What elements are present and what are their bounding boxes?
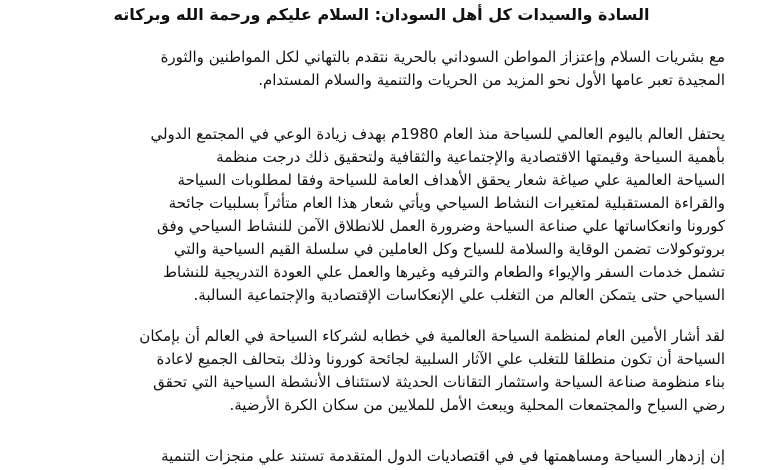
paragraph-line: السياحة أن تكون منطلقا للتغلب علي الآثار السلبية لجائحة كورونا وذلك بتحالف الجميع لاعادة xyxy=(156,350,725,368)
paragraph-world-tourism-day xyxy=(35,123,725,307)
paragraph-line: تشمل خدمات السفر والإيواء والطعام والترفيه وغيرها والعمل علي العودة التدريجية للنشاط xyxy=(163,263,725,281)
paragraph-tourism-prosperity xyxy=(35,445,725,468)
paragraph-line: السياحة العالمية علي صياغة شعار يحقق الأهداف العامة للسياحة وفقا لمطلوبات السياحة xyxy=(177,171,725,189)
paragraph-line: بروتوكولات تضمن الوقاية والسلامة للسياح وكل العاملين في سلسلة القيم السياحية والتي xyxy=(173,240,725,258)
paragraph-greeting xyxy=(35,46,725,92)
paragraph-line: والقراءة المستقبلية لمتغيرات النشاط السياحي ويأتي شعار هذا العام متأثراً بسلبيات جائحة xyxy=(168,194,725,212)
paragraph-line: مع بشريات السلام وإعتزاز المواطن السوداني بالحرية نتقدم بالتهاني لكل المواطنين والثورة xyxy=(160,48,725,66)
paragraph-line: لقد أشار الأمين العام لمنظمة السياحة العالمية في خطابه لشركاء السياحة في العالم أن بإمكان xyxy=(139,327,725,345)
paragraph-line: بأهمية السياحة وقيمتها الاقتصادية والإجتماعية والثقافية ولتحقيق ذلك درجت منظمة xyxy=(216,148,725,166)
paragraph-line: المجيدة تعبر عامها الأول نحو المزيد من الحريات والتنمية والسلام المستدام. xyxy=(258,71,725,89)
paragraph-line: يحتفل العالم باليوم العالمي للسياحة منذ العام 1980م بهدف زيادة الوعي في المجتمع الدولي xyxy=(150,125,725,143)
paragraph-line: إن إزدهار السياحة ومساهمتها في في اقتصاديات الدول المتقدمة تستند علي منجزات التنمية xyxy=(161,447,725,465)
paragraph-line: بناء منظومة صناعة السياحة واستثمار التقانات الحديثة لاستئناف الأنشطة السياحية التي تحقق xyxy=(153,373,725,391)
paragraph-secretary-general xyxy=(35,325,725,417)
paragraph-line: السياحي حتى يتمكن العالم من التغلب علي الإنعكاسات الإقتصادية والإجتماعية السالبة. xyxy=(193,286,725,304)
document-title: السادة والسيدات كل أهل السودان: السلام عليكم ورحمة الله وبركاته xyxy=(113,5,650,24)
paragraph-line: كورونا وانعكاساتها علي صناعة السياحة وضرورة العمل للانطلاق الآمن للنشاط السياحي وفق xyxy=(157,217,725,235)
paragraph-line: رضي السياح والمجتمعات المحلية ويبعث الأمل للملايين من سكان الكرة الأرضية. xyxy=(229,396,725,414)
